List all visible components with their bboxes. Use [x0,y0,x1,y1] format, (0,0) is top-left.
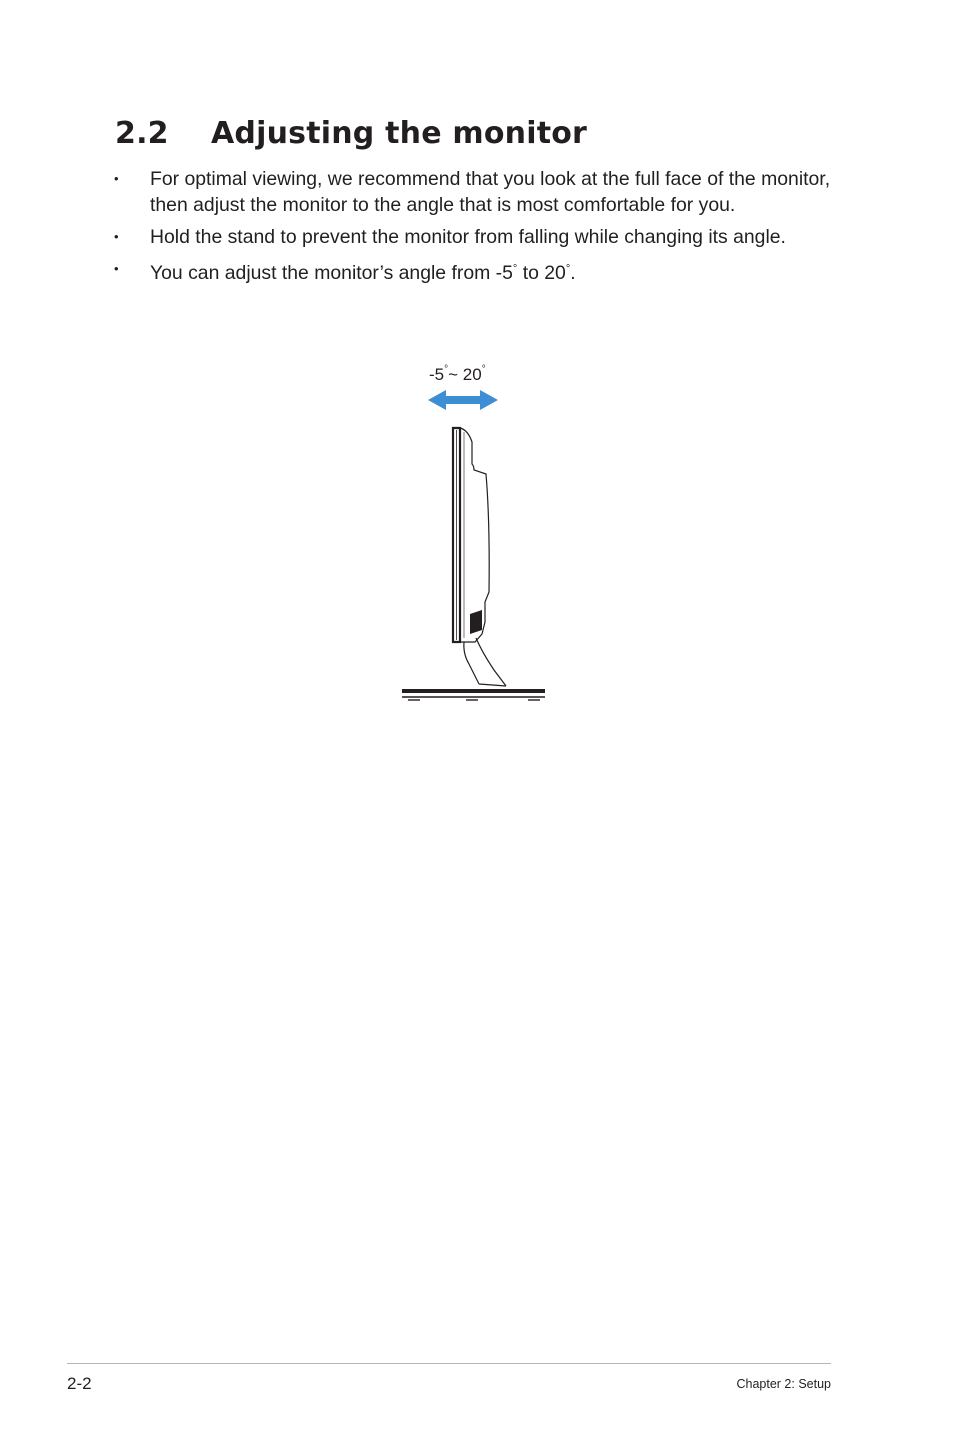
section-title: Adjusting the monitor [211,116,588,151]
monitor-outline-icon [402,428,545,700]
chapter-title: Chapter 2: Setup [736,1377,831,1391]
degree-symbol: ° [512,263,518,275]
degree-symbol: ° [481,364,486,375]
bullet-item-angle-range [112,256,837,286]
section-heading [115,112,587,156]
tilt-max-value: ~ 20 [448,365,482,384]
bullet-item-viewing [112,166,837,218]
bullet-text-before: You can adjust the monitor’s angle from -5 [150,262,513,284]
bullet-list [112,166,837,292]
bullet-text-after: . [570,262,576,284]
page-number: 2-2 [67,1374,92,1393]
tilt-min-value: -5 [429,365,445,384]
bullet-marker: • [114,229,119,244]
monitor-side-view-illustration [390,352,560,712]
section-number: 2.2 [115,116,169,151]
bullet-marker: • [114,171,119,186]
footer-divider [67,1363,831,1364]
monitor-tilt-figure [390,352,560,712]
bullet-text: Hold the stand to prevent the monitor from falling while changing its angle. [150,226,786,248]
double-arrow-icon [428,390,498,410]
bullet-text-middle: to 20 [517,262,566,284]
degree-symbol: ° [444,364,449,375]
degree-symbol: ° [565,263,571,275]
bullet-item-hold-stand [112,224,837,250]
bullet-marker: • [114,261,119,276]
bullet-text: For optimal viewing, we recommend that you look at the full face of the monitor, then adjust the monitor to the angle that is most comfortable for you. [150,168,831,216]
